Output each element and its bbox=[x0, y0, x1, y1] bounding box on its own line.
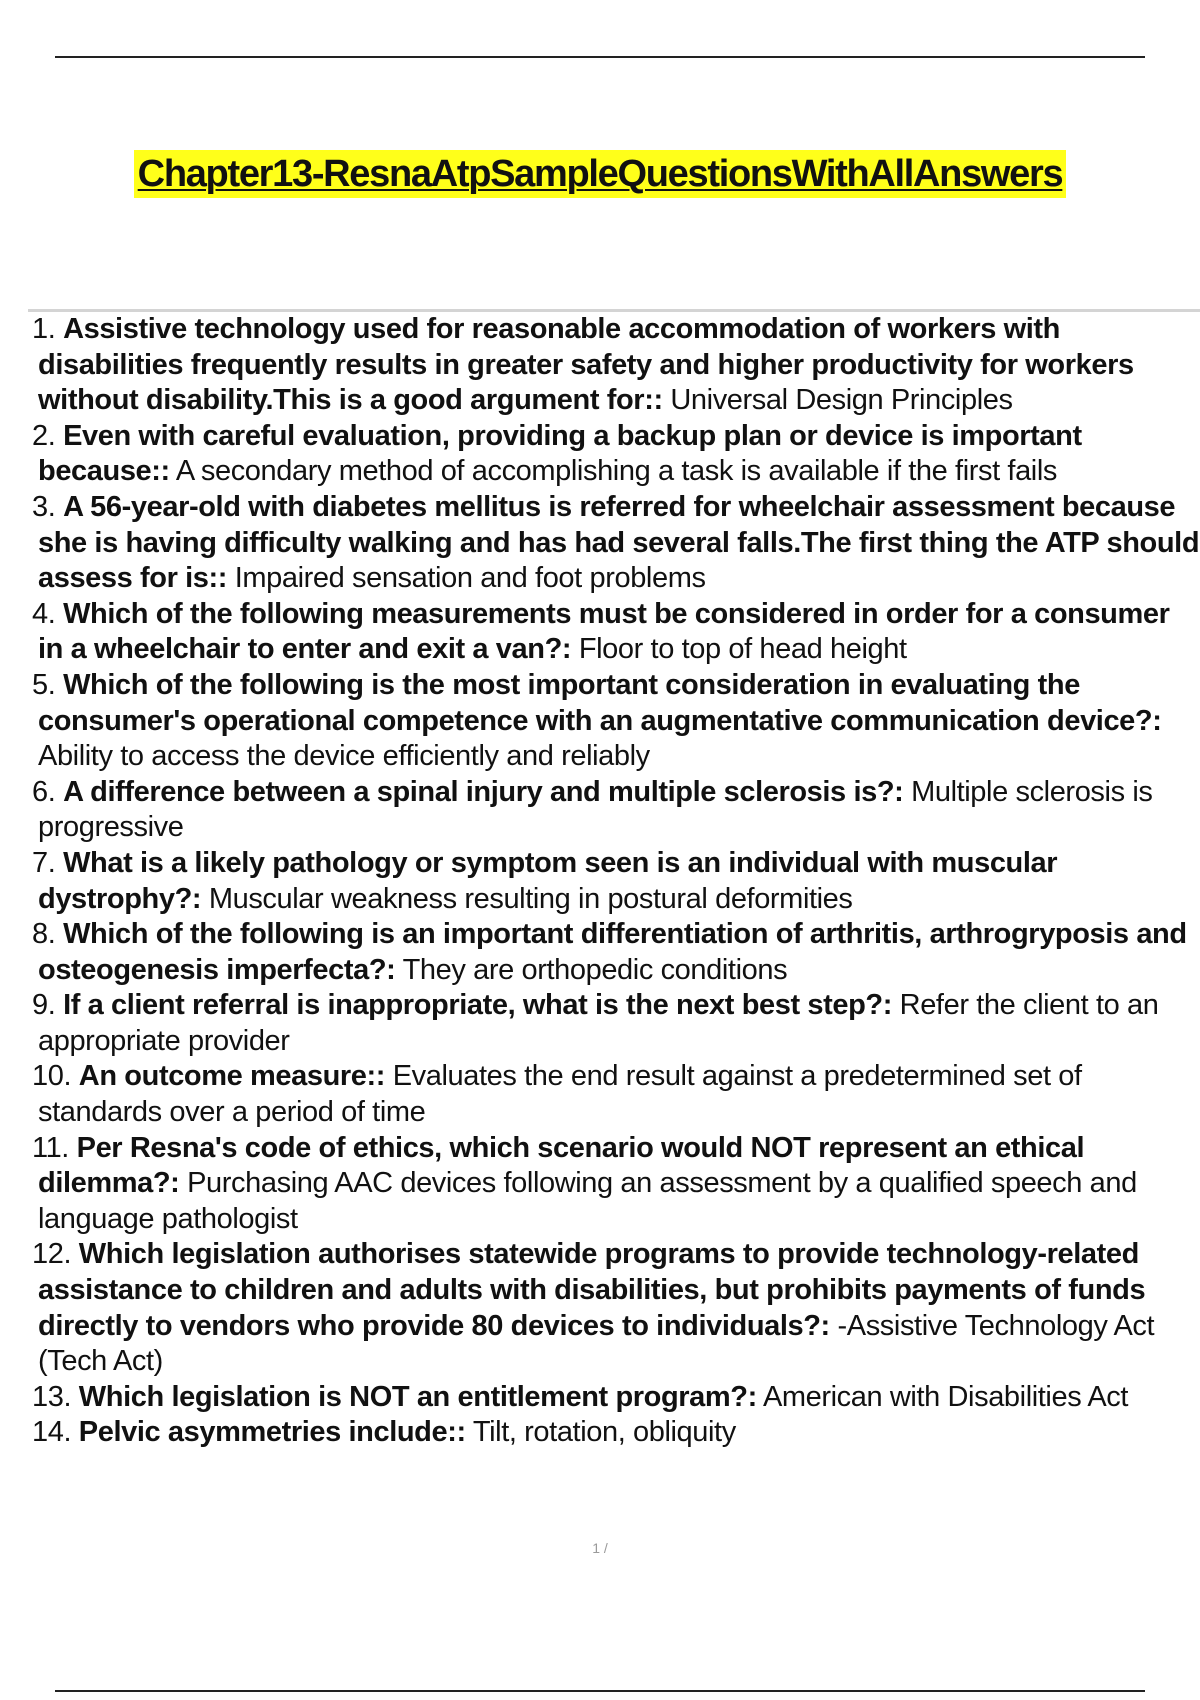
document-title: Chapter13-ResnaAtpSampleQuestionsWithAllAnswers bbox=[134, 150, 1067, 198]
question-item bbox=[32, 312, 1200, 419]
top-rule bbox=[55, 56, 1145, 58]
question-item bbox=[32, 1131, 1200, 1238]
question-number: 10. bbox=[32, 1060, 72, 1093]
question-number: 1. bbox=[32, 313, 56, 345]
question-item bbox=[32, 846, 1200, 917]
question-text: Assistive technology used for reasonable accommodation of workers with disabilities frequently results in greater safety and higher productivity for workers without disability.This is a good argument for:: bbox=[38, 313, 1134, 417]
title-container bbox=[0, 150, 1200, 198]
question-text: A 56-year-old with diabetes mellitus is referred for wheelchair assessment because she is having difficulty walking and has had several falls.The first thing the ATP should assess for is:: bbox=[38, 490, 1200, 595]
question-number: 14. bbox=[32, 1416, 72, 1449]
answer-text: Refer the client to an appropriate provider bbox=[38, 989, 1159, 1057]
question-text: A difference between a spinal injury and multiple sclerosis is?: bbox=[63, 775, 904, 808]
question-number: 3. bbox=[32, 490, 56, 523]
answer-text: Tilt, rotation, obliquity bbox=[472, 1416, 736, 1449]
question-text: If a client referral is inappropriate, what is the next best step?: bbox=[63, 989, 892, 1022]
answer-text: Purchasing AAC devices following an assessment by a qualified speech and language pathologist bbox=[38, 1167, 1137, 1235]
question-item bbox=[32, 1237, 1200, 1379]
question-text: Even with careful evaluation, providing a backup plan or device is important because:: bbox=[38, 419, 1082, 488]
question-number: 7. bbox=[32, 846, 56, 879]
question-text: What is a likely pathology or symptom seen is an individual with muscular dystrophy?: bbox=[38, 846, 1058, 915]
question-item bbox=[32, 1059, 1200, 1130]
question-number: 13. bbox=[32, 1380, 72, 1413]
answer-text: Impaired sensation and foot problems bbox=[234, 562, 706, 595]
question-number: 9. bbox=[32, 989, 56, 1022]
question-item bbox=[32, 490, 1200, 597]
question-text: Which legislation authorises statewide programs to provide technology-related assistance to children and adults with disabilities, but prohibits payments of funds directly to vendors who provide 80 devices to individuals?: bbox=[38, 1238, 1146, 1342]
answer-text: -Assistive Technology Act (Tech Act) bbox=[38, 1309, 1155, 1378]
answer-text: They are orthopedic conditions bbox=[402, 953, 788, 986]
answer-text: A secondary method of accomplishing a task is available if the first fails bbox=[175, 455, 1057, 488]
answer-text: Floor to top of head height bbox=[578, 633, 907, 666]
answer-text: Evaluates the end result against a predetermined set of standards over a period of time bbox=[38, 1060, 1082, 1129]
answer-text: Multiple sclerosis is progressive bbox=[38, 775, 1153, 844]
question-number: 12. bbox=[32, 1238, 72, 1271]
question-item bbox=[32, 988, 1200, 1059]
question-text: Which of the following is the most important consideration in evaluating the consumer's operational competence with an augmentative communication device?: bbox=[38, 668, 1162, 737]
question-number: 6. bbox=[32, 775, 56, 808]
page-number: 1 / bbox=[592, 1540, 608, 1556]
question-text: An outcome measure:: bbox=[78, 1060, 386, 1093]
question-text: Per Resna's code of ethics, which scenario would NOT represent an ethical dilemma?: bbox=[38, 1131, 1085, 1200]
bottom-rule bbox=[55, 1690, 1145, 1692]
answer-text: American with Disabilities Act bbox=[762, 1380, 1129, 1413]
question-item bbox=[32, 775, 1200, 846]
question-number: 4. bbox=[32, 597, 56, 630]
question-item bbox=[32, 1415, 1200, 1451]
question-text: Which of the following measurements must be considered in order for a consumer in a wheelchair to enter and exit a van?: bbox=[38, 597, 1170, 666]
question-item bbox=[32, 668, 1200, 775]
question-text: Which of the following is an important differentiation of arthritis, arthrogryposis and osteogenesis imperfecta?: bbox=[38, 918, 1187, 986]
question-number: 11. bbox=[32, 1131, 69, 1164]
question-text: Pelvic asymmetries include:: bbox=[78, 1416, 466, 1449]
answer-text: Universal Design Principles bbox=[670, 384, 1013, 417]
question-number: 5. bbox=[32, 668, 56, 701]
answer-text: Muscular weakness resulting in postural deformities bbox=[208, 882, 853, 915]
question-number: 2. bbox=[32, 419, 56, 452]
question-item bbox=[32, 597, 1200, 668]
question-text: Which legislation is NOT an entitlement program?: bbox=[78, 1380, 757, 1413]
question-list bbox=[32, 312, 1200, 1451]
question-item bbox=[32, 917, 1200, 988]
question-item bbox=[32, 419, 1200, 490]
answer-text: Ability to access the device efficiently and reliably bbox=[38, 740, 650, 773]
question-number: 8. bbox=[32, 918, 56, 951]
question-item bbox=[32, 1380, 1200, 1416]
